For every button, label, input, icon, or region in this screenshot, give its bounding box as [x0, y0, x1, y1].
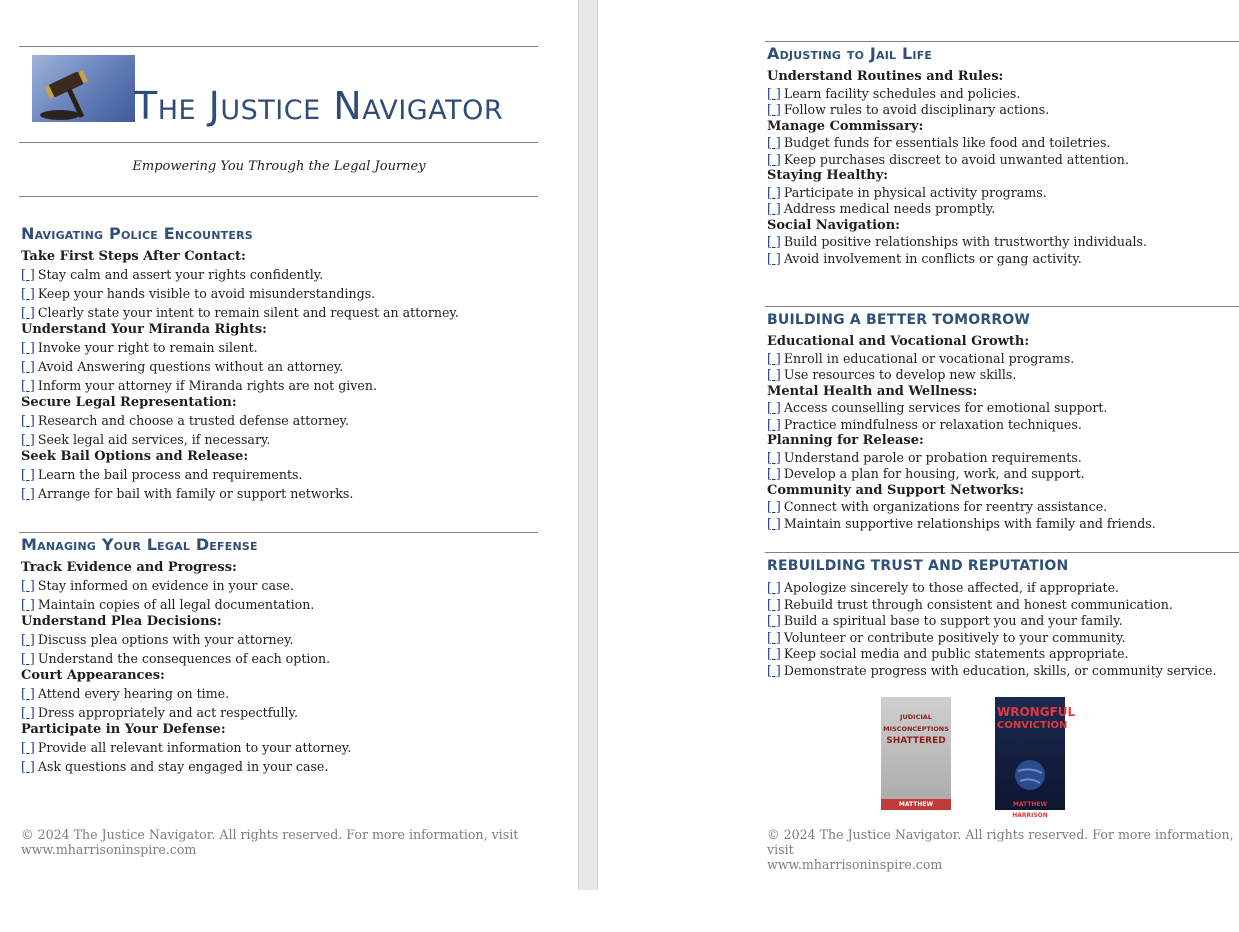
checklist-item — [21, 465, 459, 484]
checklist-item-text: Rebuild trust through consistent and honest communication. — [783, 596, 1173, 612]
book-author: MATTHEW HARRISON — [881, 799, 951, 810]
checklist-item — [767, 185, 1147, 202]
checklist-item-text: Dress appropriately and act respectfully. — [37, 705, 299, 720]
right-page — [766, 0, 1239, 900]
checklist-item — [21, 357, 459, 376]
checklist-item — [21, 338, 459, 357]
checklist-item-text: Invoke your right to remain silent. — [37, 340, 258, 355]
checklist-item — [21, 411, 459, 430]
brand-title: The Justice Navigator — [134, 84, 504, 128]
checklist-item — [767, 234, 1147, 251]
checkbox-icon[interactable]: [ ] — [21, 486, 35, 501]
book-title-line: WRONGFUL — [997, 705, 1076, 719]
section-better-tomorrow — [767, 312, 1156, 532]
checklist-item-text: Maintain copies of all legal documentation. — [37, 597, 315, 612]
checklist-item-text: Stay calm and assert your rights confidently. — [37, 267, 324, 282]
checklist-item-text: Research and choose a trusted defense attorney. — [37, 413, 349, 428]
checklist-item — [767, 135, 1147, 152]
checklist-item — [21, 303, 459, 322]
checkbox-icon[interactable]: [ ] — [767, 102, 781, 117]
header-rule — [19, 142, 538, 143]
section-heading: BUILDING A BETTER TOMORROW — [767, 312, 1031, 328]
checklist-item — [767, 102, 1147, 119]
section-heading: Managing Your Legal Defense — [21, 535, 258, 554]
checklist-item-text: Use resources to develop new skills. — [783, 367, 1017, 382]
checklist-item-text: Follow rules to avoid disciplinary actions. — [783, 102, 1050, 117]
checklist-item — [767, 400, 1156, 417]
checklist-item-text: Avoid Answering questions without an attorney. — [37, 359, 344, 374]
checkbox-icon[interactable]: [ ] — [21, 705, 35, 720]
checklist-item — [767, 351, 1156, 368]
checklist-item-text: Volunteer or contribute positively to your community. — [783, 629, 1126, 645]
checkbox-icon[interactable]: [ ] — [21, 305, 35, 320]
checklist-item-text: Practice mindfulness or relaxation techniques. — [783, 416, 1082, 432]
checkbox-icon[interactable]: [ ] — [767, 201, 781, 216]
checklist-item-text: Seek legal aid services, if necessary. — [37, 432, 271, 447]
checkbox-icon[interactable]: [ ] — [767, 85, 781, 101]
checkbox-icon[interactable]: [ ] — [21, 467, 35, 482]
checkbox-icon[interactable]: [ ] — [767, 151, 781, 167]
checkbox-icon[interactable]: [ ] — [767, 646, 781, 661]
checklist-item — [767, 516, 1156, 533]
checkbox-icon[interactable]: [ ] — [767, 613, 781, 628]
checklist-item — [767, 86, 1147, 103]
checklist-item-text: Maintain supportive relationships with family and friends. — [783, 515, 1156, 531]
checklist-item — [21, 284, 459, 303]
book-cover-wrongful-conviction — [995, 697, 1076, 819]
section-rule — [765, 552, 1239, 553]
checkbox-icon[interactable]: [ ] — [21, 686, 35, 701]
checklist-item-text: Provide all relevant information to your attorney. — [37, 740, 352, 755]
checkbox-icon[interactable]: [ ] — [767, 234, 781, 249]
checklist-item-text: Enroll in educational or vocational programs. — [783, 350, 1075, 366]
checklist-item — [21, 484, 459, 503]
checklist-item — [767, 417, 1156, 434]
checklist-item-text: Understand the consequences of each option. — [37, 651, 331, 666]
globe-icon — [1010, 757, 1050, 793]
section-jail-life — [767, 44, 1147, 267]
footer-url[interactable]: www.mharrisoninspire.com — [767, 857, 943, 872]
checklist-item — [767, 152, 1147, 169]
checklist-item-text: Arrange for bail with family or support networks. — [37, 486, 354, 501]
checklist-item — [21, 684, 351, 703]
checklist-item-text: Apologize sincerely to those affected, if appropriate. — [783, 580, 1120, 595]
checkbox-icon[interactable]: [ ] — [767, 250, 781, 266]
section-legal-defense — [21, 535, 351, 776]
checklist-item-text: Stay informed on evidence in your case. — [37, 578, 294, 593]
checkbox-icon[interactable]: [ ] — [767, 135, 781, 150]
group-title: Court Appearances: — [21, 668, 165, 683]
book-title-line: CONVICTION — [997, 720, 1068, 731]
checklist-item — [21, 630, 351, 649]
checkbox-icon[interactable]: [ ] — [767, 449, 781, 465]
group-title: Track Evidence and Progress: — [21, 560, 237, 575]
group-title: Participate in Your Defense: — [21, 722, 226, 737]
checklist-item-text: Avoid involvement in conflicts or gang activity. — [783, 250, 1082, 266]
section-heading: Adjusting to Jail Life — [767, 44, 933, 63]
group-title: Understand Plea Decisions: — [21, 614, 222, 629]
checklist-item — [21, 265, 459, 284]
checklist-item — [21, 649, 351, 668]
checkbox-icon[interactable]: [ ] — [21, 286, 35, 301]
section-rebuilding-trust — [767, 558, 1216, 679]
group-title: Social Navigation: — [767, 217, 900, 233]
checklist-item — [21, 757, 351, 776]
checklist-item-text: Understand parole or probation requirements. — [783, 449, 1082, 465]
checkbox-icon[interactable]: [ ] — [21, 632, 35, 647]
group-title: Educational and Vocational Growth: — [767, 334, 1030, 349]
checklist-item-text: Budget funds for essentials like food and toiletries. — [783, 135, 1111, 150]
checklist-item — [767, 613, 1216, 630]
checkbox-icon[interactable]: [ ] — [21, 267, 35, 282]
checklist-item — [21, 576, 351, 595]
checkbox-icon[interactable]: [ ] — [767, 662, 781, 678]
checklist-item-text: Participate in physical activity programs. — [783, 184, 1047, 200]
footer-copyright: © 2024 The Justice Navigator. All rights reserved. For more information, visit — [767, 827, 1234, 857]
checkbox-icon[interactable]: [ ] — [21, 432, 35, 447]
checkbox-icon[interactable]: [ ] — [21, 378, 35, 393]
checklist-item — [767, 663, 1216, 680]
group-title: Staying Healthy: — [767, 168, 889, 183]
checklist-item-text: Build a spiritual base to support you and your family. — [783, 613, 1123, 628]
book-title-line: MISCONCEPTIONS — [883, 725, 949, 733]
checklist-item — [21, 703, 351, 722]
checklist-item-text: Develop a plan for housing, work, and support. — [783, 466, 1085, 481]
checklist-item — [767, 450, 1156, 467]
checkbox-icon[interactable]: [ ] — [21, 759, 35, 774]
top-rule — [19, 46, 538, 47]
left-page — [20, 0, 538, 900]
section-rule — [19, 532, 538, 533]
group-title: Understand Your Miranda Rights: — [21, 322, 267, 337]
checkbox-icon[interactable]: [ ] — [767, 580, 781, 595]
footer — [21, 827, 518, 857]
checklist-item — [767, 367, 1156, 384]
checkbox-icon[interactable]: [ ] — [767, 400, 781, 415]
checklist-item-text: Clearly state your intent to remain silent and request an attorney. — [37, 305, 459, 320]
checklist-item-text: Inform your attorney if Miranda rights are not given. — [37, 378, 377, 393]
checkbox-icon[interactable]: [ ] — [767, 350, 781, 366]
checklist-item-text: Connect with organizations for reentry assistance. — [783, 499, 1108, 514]
checklist-item — [767, 646, 1216, 663]
checkbox-icon[interactable]: [ ] — [767, 416, 781, 432]
checkbox-icon[interactable]: [ ] — [21, 359, 35, 374]
checklist-item — [767, 630, 1216, 647]
checklist-item-text: Keep purchases discreet to avoid unwanted attention. — [783, 151, 1129, 167]
checkbox-icon[interactable]: [ ] — [767, 596, 781, 612]
footer — [767, 827, 1239, 872]
checkbox-icon[interactable]: [ ] — [767, 515, 781, 531]
page-gutter — [578, 0, 598, 890]
checklist-item — [767, 466, 1156, 483]
checkbox-icon[interactable]: [ ] — [21, 740, 35, 755]
group-title: Secure Legal Representation: — [21, 395, 237, 410]
section-police-encounters — [21, 224, 459, 503]
group-title: Seek Bail Options and Release: — [21, 449, 249, 464]
checkbox-icon[interactable]: [ ] — [21, 413, 35, 428]
gavel-logo-image — [32, 55, 135, 122]
checklist-item — [21, 376, 459, 395]
checkbox-icon[interactable]: [ ] — [767, 466, 781, 481]
checkbox-icon[interactable]: [ ] — [767, 184, 781, 200]
group-title: Take First Steps After Contact: — [21, 249, 246, 264]
checklist-item — [767, 499, 1156, 516]
checklist-item-text: Ask questions and stay engaged in your case. — [37, 759, 329, 774]
checkbox-icon[interactable]: [ ] — [767, 499, 781, 514]
checkbox-icon[interactable]: [ ] — [767, 629, 781, 645]
checklist-item-text: Attend every hearing on time. — [37, 686, 230, 701]
checkbox-icon[interactable]: [ ] — [21, 597, 35, 612]
checklist-item — [767, 251, 1147, 268]
top-rule — [765, 41, 1239, 42]
checklist-item — [767, 580, 1216, 597]
checkbox-icon[interactable]: [ ] — [767, 367, 781, 382]
group-title: Manage Commissary: — [767, 118, 924, 134]
group-title: Mental Health and Wellness: — [767, 383, 978, 399]
checklist-item — [767, 597, 1216, 614]
section-heading: Navigating Police Encounters — [21, 224, 253, 243]
book-cover-judicial-misconceptions — [881, 697, 951, 819]
book-title-line: JUDICIAL — [900, 713, 932, 721]
checklist-item — [21, 595, 351, 614]
checklist-item — [21, 738, 351, 757]
section-rule — [765, 306, 1239, 307]
group-title: Understand Routines and Rules: — [767, 69, 1004, 84]
checkbox-icon[interactable]: [ ] — [21, 340, 35, 355]
checklist-item-text: Learn the bail process and requirements. — [37, 467, 303, 482]
book-author: MATTHEW HARRISON — [1012, 801, 1048, 819]
checklist-item-text: Build positive relationships with trustworthy individuals. — [783, 234, 1147, 249]
checklist-item-text: Demonstrate progress with education, skills, or community service. — [783, 662, 1217, 678]
checkbox-icon[interactable]: [ ] — [21, 578, 35, 593]
footer-copyright: © 2024 The Justice Navigator. All rights reserved. For more information, visit — [21, 827, 519, 842]
checklist-item-text: Keep social media and public statements appropriate. — [783, 646, 1129, 661]
checklist-item-text: Keep your hands visible to avoid misunderstandings. — [37, 286, 376, 301]
tagline: Empowering You Through the Legal Journey — [132, 159, 426, 174]
section-heading: REBUILDING TRUST AND REPUTATION — [767, 558, 1069, 574]
checklist-item — [21, 430, 459, 449]
checklist-item-text: Address medical needs promptly. — [783, 201, 996, 216]
book-title-line: SHATTERED — [886, 736, 946, 746]
checklist-item-text: Access counselling services for emotional support. — [783, 400, 1108, 415]
footer-url[interactable]: www.mharrisoninspire.com — [21, 842, 197, 857]
checklist-item — [767, 201, 1147, 218]
group-title: Planning for Release: — [767, 433, 924, 448]
checklist-item-text: Learn facility schedules and policies. — [783, 85, 1021, 101]
checkbox-icon[interactable]: [ ] — [21, 651, 35, 666]
tagline-rule — [19, 196, 538, 197]
group-title: Community and Support Networks: — [767, 482, 1025, 498]
checklist-item-text: Discuss plea options with your attorney. — [37, 632, 294, 647]
